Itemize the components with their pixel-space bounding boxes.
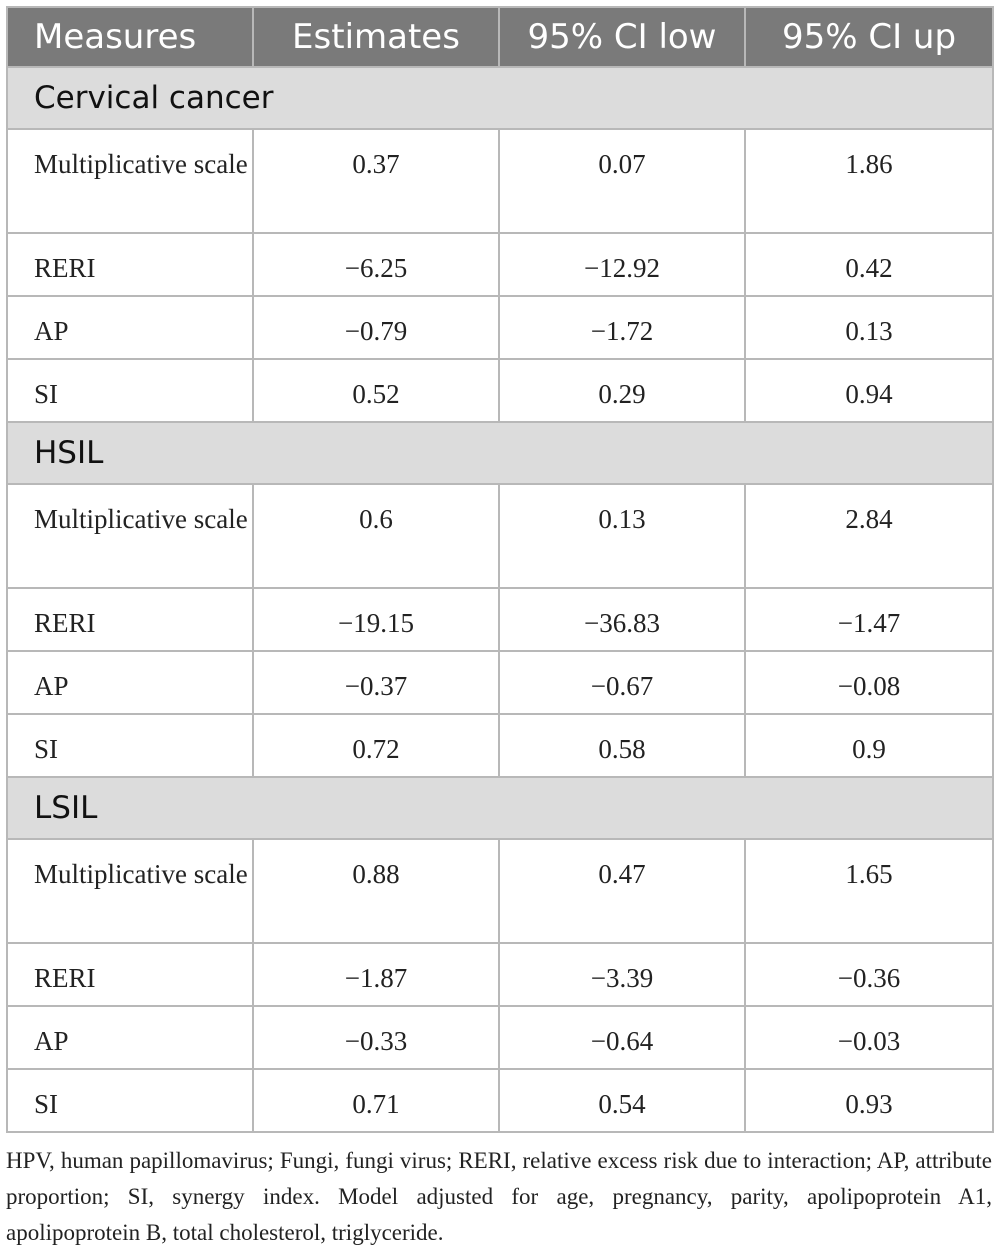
table-row [7,943,993,1006]
cell-measure: RERI [7,943,253,1006]
cell-estimate: −6.25 [253,233,499,296]
table-row [7,714,993,777]
cell-estimate: −1.87 [253,943,499,1006]
table-header-row [7,7,993,67]
cell-ci-low: −0.67 [499,651,745,714]
cell-ci-up: 0.42 [745,233,993,296]
cell-measure: AP [7,296,253,359]
cell-ci-low: −1.72 [499,296,745,359]
cell-measure: RERI [7,588,253,651]
section-title: LSIL [7,777,993,839]
cell-estimate: 0.88 [253,839,499,943]
section-row-cervical-cancer [7,67,993,129]
header-ci-low: 95% CI low [499,7,745,67]
table-row [7,839,993,943]
header-measures: Measures [7,7,253,67]
cell-estimate: 0.71 [253,1069,499,1132]
table-row [7,588,993,651]
cell-ci-low: −12.92 [499,233,745,296]
cell-ci-up: 0.9 [745,714,993,777]
section-row-hsil [7,422,993,484]
cell-estimate: −0.33 [253,1006,499,1069]
cell-ci-up: −0.03 [745,1006,993,1069]
section-row-lsil [7,777,993,839]
cell-ci-up: 1.86 [745,129,993,233]
table-row [7,651,993,714]
header-ci-up: 95% CI up [745,7,993,67]
cell-ci-up: −0.08 [745,651,993,714]
table-row [7,1006,993,1069]
cell-ci-low: 0.54 [499,1069,745,1132]
cell-ci-up: 0.13 [745,296,993,359]
cell-ci-low: 0.47 [499,839,745,943]
cell-measure: SI [7,714,253,777]
cell-ci-low: 0.58 [499,714,745,777]
cell-estimate: −0.79 [253,296,499,359]
cell-estimate: −19.15 [253,588,499,651]
cell-estimate: 0.6 [253,484,499,588]
cell-ci-up: 1.65 [745,839,993,943]
table-row [7,296,993,359]
header-estimates: Estimates [253,7,499,67]
cell-ci-low: 0.29 [499,359,745,422]
cell-ci-up: −1.47 [745,588,993,651]
cell-measure: Multiplicative scale [7,129,253,233]
cell-ci-low: 0.13 [499,484,745,588]
table-row [7,359,993,422]
cell-estimate: 0.52 [253,359,499,422]
cell-measure: Multiplicative scale [7,839,253,943]
table-row [7,233,993,296]
cell-estimate: −0.37 [253,651,499,714]
cell-ci-low: −36.83 [499,588,745,651]
cell-measure: RERI [7,233,253,296]
table-footnote: HPV, human papillomavirus; Fungi, fungi virus; RERI, relative excess risk due to interaction; AP, attribute proportion; SI, synergy index. Model adjusted for age, pregnancy, parity, apolipoprotein A1, apolipoprotein B, total cholesterol, triglyceride. [6,1148,992,1245]
cell-measure: AP [7,651,253,714]
results-table [6,6,994,1133]
cell-ci-low: −3.39 [499,943,745,1006]
cell-ci-low: 0.07 [499,129,745,233]
cell-ci-up: 2.84 [745,484,993,588]
cell-ci-up: −0.36 [745,943,993,1006]
table-row [7,129,993,233]
table-row [7,1069,993,1132]
section-title: Cervical cancer [7,67,993,129]
section-title: HSIL [7,422,993,484]
table-row [7,484,993,588]
cell-measure: AP [7,1006,253,1069]
cell-estimate: 0.37 [253,129,499,233]
cell-ci-up: 0.93 [745,1069,993,1132]
cell-measure: SI [7,359,253,422]
cell-measure: SI [7,1069,253,1132]
cell-measure: Multiplicative scale [7,484,253,588]
cell-estimate: 0.72 [253,714,499,777]
cell-ci-up: 0.94 [745,359,993,422]
cell-ci-low: −0.64 [499,1006,745,1069]
